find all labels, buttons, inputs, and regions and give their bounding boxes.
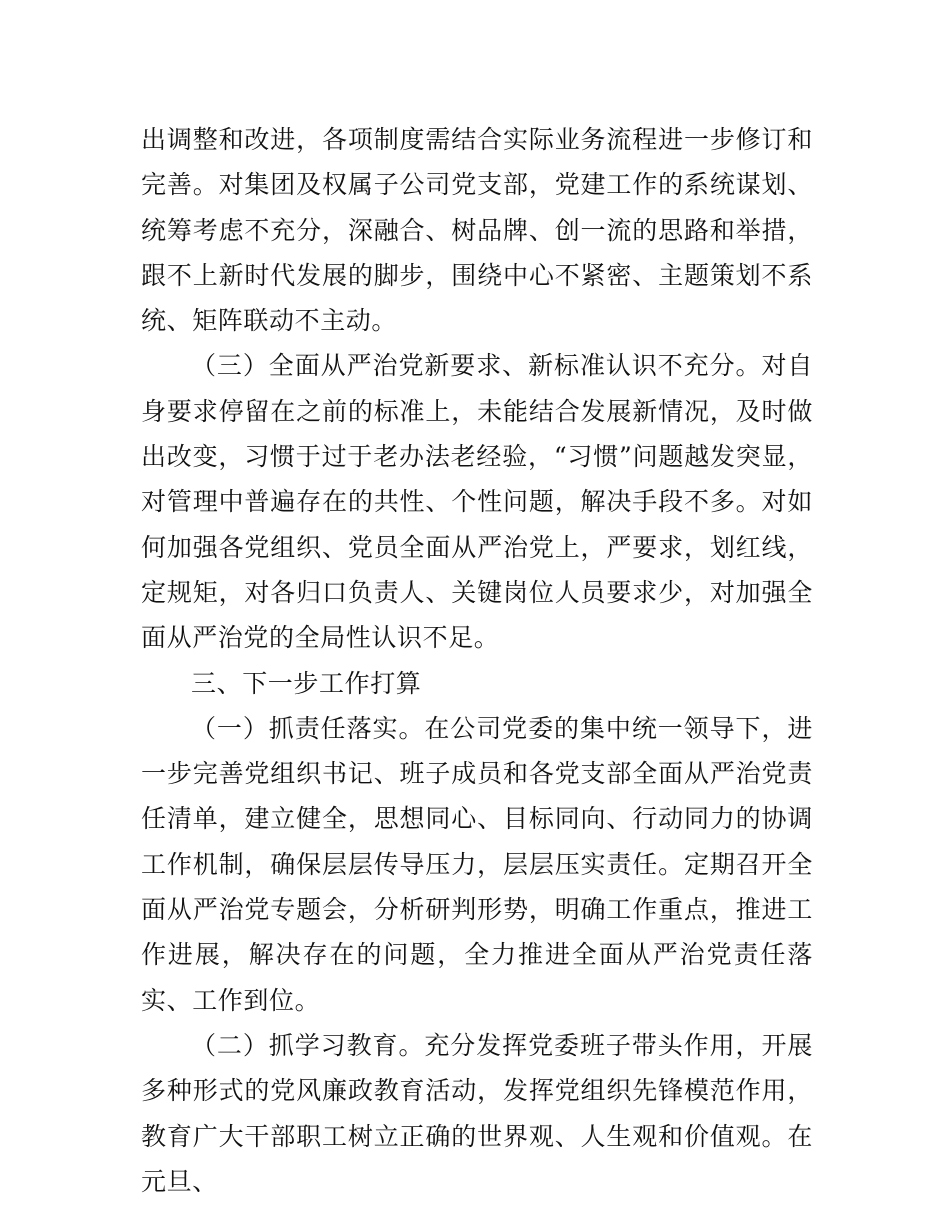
paragraph-study-education: （二）抓学习教育。充分发挥党委班子带头作用，开展多种形式的党风廉政教育活动，发挥党组织先锋模范作用，教育广大干部职工树立正确的世界观、人生观和价值观。在元旦、 — [141, 1030, 813, 1196]
paragraph-continuation: 出调整和改进，各项制度需结合实际业务流程进一步修订和完善。对集团及权属子公司党支部，党建工作的系统谋划、统筹考虑不充分，深融合、树品牌、创一流的思路和举措，跟不上新时代发展的脚步，围绕中心不紧密、主题策划不系统、矩阵联动不主动。 — [141, 125, 813, 336]
paragraph-responsibility: （一）抓责任落实。在公司党委的集中统一领导下，进一步完善党组织书记、班子成员和各党支部全面从严治党责任清单，建立健全，思想同心、目标同向、行动同力的协调工作机制，确保层层传导压力，层层压实责任。定期召开全面从严治党专题会，分析研判形势，明确工作重点，推进工作进展，解决存在的问题，全力推进全面从严治党责任落实、工作到位。 — [141, 713, 813, 1015]
document-body — [141, 117, 813, 1204]
section-heading-next-steps: 三、下一步工作打算 — [191, 668, 422, 698]
paragraph-section-3: （三）全面从严治党新要求、新标准认识不充分。对自身要求停留在之前的标准上，未能结合发展新情况，及时做出改变，习惯于过于老办法老经验，“习惯”问题越发突显，对管理中普遍存在的共性、个性问题，解决手段不多。对如何加强各党组织、党员全面从严治党上，严要求，划红线，定规矩，对各归口负责人、关键岗位人员要求少，对加强全面从严治党的全局性认识不足。 — [141, 351, 813, 653]
